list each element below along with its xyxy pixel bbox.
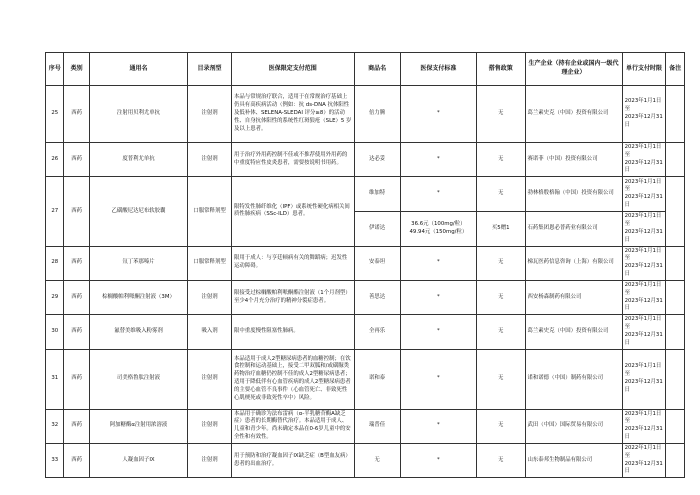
cell-remarks — [666, 443, 685, 477]
table-row — [46, 409, 685, 443]
period-end: 2023年12月31日 — [624, 331, 663, 346]
cell-brand-name: 倍力腾 — [354, 86, 400, 143]
cell-dosage-form: 注射剂 — [188, 143, 232, 177]
period-end: 2023年12月31日 — [624, 460, 663, 475]
cell-remarks — [666, 315, 685, 349]
cell-self-pay: 无 — [476, 86, 525, 143]
cell-restriction: 限特发性肺纤维化（IPF）或系统性硬化病相关间质性肺疾病（SSc-ILD）患者。 — [232, 177, 354, 246]
table-row — [46, 246, 685, 280]
cell-period — [622, 212, 666, 246]
cell-brand-name: 无 — [354, 443, 400, 477]
cell-generic-name: 度普利尤单抗 — [89, 143, 187, 177]
cell-generic-name: 阿加糖酶α注射用浓溶液 — [89, 409, 187, 443]
cell-remarks — [666, 143, 685, 177]
cell-remarks — [666, 409, 685, 443]
cell-generic-name: 注射用贝利尤单抗 — [89, 86, 187, 143]
period-end: 2023年12月31日 — [624, 114, 663, 128]
cell-period — [622, 349, 666, 409]
period-start: 2023年1月1日至 — [624, 98, 662, 113]
period-start: 2023年1月1日至 — [624, 281, 662, 296]
cell-manufacturer: 葛兰素史克（中国）投资有限公司 — [525, 86, 622, 143]
cell-seq: 25 — [46, 86, 64, 143]
cell-generic-name: 司美格鲁肽注射液 — [89, 349, 187, 409]
cell-self-pay: 无 — [476, 409, 525, 443]
cell-dosage-form: 注射剂 — [188, 86, 232, 143]
table-row — [46, 177, 685, 212]
cell-dosage-form: 吸入剂 — [188, 315, 232, 349]
cell-manufacturer: 诺和诺德（中国）制药有限公司 — [525, 349, 622, 409]
header-payment-standard: 医保支付标准 — [400, 53, 476, 86]
period-start: 2023年1月1日至 — [624, 213, 662, 228]
cell-period — [622, 280, 666, 314]
cell-brand-name: 维加特 — [354, 177, 400, 212]
cell-category: 西药 — [64, 443, 89, 477]
cell-period — [622, 246, 666, 280]
cell-category: 西药 — [64, 409, 89, 443]
header-manufacturer: 生产企业（持有企业或国内一级代理企业） — [525, 53, 622, 86]
cell-category: 西药 — [64, 143, 89, 177]
header-remarks: 备注 — [666, 53, 685, 86]
payment-standard-100mg: 36.6元（100mg/粒） — [411, 221, 466, 228]
period-end: 2023年12月31日 — [624, 159, 663, 174]
period-start: 2023年1月1日至 — [624, 316, 662, 331]
cell-restriction: 限中重度慢性阻塞性肺病。 — [232, 315, 354, 349]
period-end: 2023年12月31日 — [624, 194, 663, 209]
period-end: 2023年12月31日 — [624, 379, 663, 393]
payment-standard-150mg: 49.94元（150mg/粒） — [409, 228, 468, 235]
cell-restriction: 用于预防和治疗凝血因子IX缺乏症（B型血友病）患者的出血治疗。 — [232, 443, 354, 477]
cell-restriction: 本品适用于成人2型糖尿病患者的血糖控制；在饮食控制和运动基础上，接受二甲双胍和/或磺脲类药物治疗血糖仍控制不佳的成人2型糖尿病患者；适用于降低伴有心血管疾病的成人2型糖尿病患者的主要心血管不良事件（心血管死亡、非致死性心肌梗死或非致死性卒中）风险。 — [232, 349, 354, 409]
cell-brand-name: 安泰坦 — [354, 246, 400, 280]
header-category: 类别 — [64, 53, 89, 86]
header-dosage-form: 目录剂型 — [188, 53, 232, 86]
cell-restriction: 用于治疗外用药控制不佳或不推荐使用外用药的中重度特应性皮炎患者，需要按说明书用药。 — [232, 143, 354, 177]
cell-restriction: 本品与常规治疗联合，适用于在常规治疗基础上仍具有高疾病活动（例如：抗 ds-DNA 抗体阳性及低补体、SELENA-SLEDAI 评分≥8）的活动性、自身抗体阳性的系统性红斑狼疮（SLE）5 岁及以上患者。 — [232, 86, 354, 143]
cell-manufacturer: 葛兰素史克（中国）投资有限公司 — [525, 315, 622, 349]
cell-period — [622, 315, 666, 349]
cell-dosage-form: 注射剂 — [188, 349, 232, 409]
drug-table-page — [45, 52, 685, 478]
cell-remarks — [666, 280, 685, 314]
cell-dosage-form: 口服常释剂型 — [188, 177, 232, 246]
cell-payment-standard — [400, 212, 476, 246]
cell-brand-name: 瑞普佳 — [354, 409, 400, 443]
cell-seq: 32 — [46, 409, 64, 443]
cell-self-pay: 无 — [476, 443, 525, 477]
cell-brand-name: 善思达 — [354, 280, 400, 314]
cell-period — [622, 86, 666, 143]
header-restriction: 医保限定支付范围 — [232, 53, 354, 86]
cell-brand-name: 伊诺达 — [354, 212, 400, 246]
cell-payment-standard: * — [400, 177, 476, 212]
cell-manufacturer: 西安杨森制药有限公司 — [525, 280, 622, 314]
cell-category: 西药 — [64, 280, 89, 314]
cell-brand-name: 全再乐 — [354, 315, 400, 349]
cell-period — [622, 177, 666, 212]
cell-dosage-form: 注射剂 — [188, 443, 232, 477]
cell-payment-standard: * — [400, 86, 476, 143]
cell-payment-standard: * — [400, 246, 476, 280]
cell-category: 西药 — [64, 246, 89, 280]
cell-category: 西药 — [64, 315, 89, 349]
cell-manufacturer: 武田（中国）国际贸易有限公司 — [525, 409, 622, 443]
table-row — [46, 86, 685, 143]
cell-brand-name: 诺和泰 — [354, 349, 400, 409]
cell-generic-name: 棕榈酸帕利哌酮注射液（3M） — [89, 280, 187, 314]
cell-self-pay: 无 — [476, 349, 525, 409]
cell-dosage-form: 口服常释剂型 — [188, 246, 232, 280]
cell-period — [622, 443, 666, 477]
period-start: 2023年1月1日至 — [624, 144, 662, 158]
cell-payment-standard: * — [400, 280, 476, 314]
period-start: 2023年1月1日至 — [624, 178, 662, 193]
cell-self-pay: 无 — [476, 177, 525, 212]
period-start: 2022年1月1日至 — [624, 444, 662, 459]
table-row — [46, 443, 685, 477]
cell-remarks — [666, 349, 685, 409]
header-brand-name: 商品名 — [354, 53, 400, 86]
period-end: 2023年12月31日 — [624, 228, 663, 243]
cell-generic-name: 乙磺酸尼达尼布软胶囊 — [89, 177, 187, 246]
cell-remarks — [666, 177, 685, 246]
period-end: 2023年12月31日 — [624, 263, 663, 278]
cell-manufacturer: 勃林格殷格翰（中国）投资有限公司 — [525, 177, 622, 212]
cell-manufacturer: 山东泰邦生物制品有限公司 — [525, 443, 622, 477]
cell-category: 西药 — [64, 349, 89, 409]
period-end: 2023年12月31日 — [624, 426, 663, 441]
cell-seq: 27 — [46, 177, 64, 246]
table-row — [46, 349, 685, 409]
cell-self-pay: 无 — [476, 143, 525, 177]
cell-self-pay: 买5赠1 — [476, 212, 525, 246]
cell-self-pay: 无 — [476, 280, 525, 314]
cell-seq: 30 — [46, 315, 64, 349]
table-row — [46, 280, 685, 314]
cell-restriction: 本品用于确诊为法布雷病（α-半乳糖苷酶A缺乏症）患者的长期酶替代治疗。本品适用于成人、儿童和青少年。尚未确定本品在0-6岁儿童中的安全性和有效性。 — [232, 409, 354, 443]
header-period: 单行支付时限 — [622, 53, 666, 86]
header-seq: 序号 — [46, 53, 64, 86]
cell-payment-standard: * — [400, 143, 476, 177]
cell-generic-name: 氘丁苯那嗪片 — [89, 246, 187, 280]
cell-category: 西药 — [64, 177, 89, 246]
cell-restriction: 限用于成人：与亨廷顿病有关的舞蹈病；迟发性运动障碍。 — [232, 246, 354, 280]
cell-category: 西药 — [64, 86, 89, 143]
cell-manufacturer: 石药集团恩必普药业有限公司 — [525, 212, 622, 246]
header-self-pay-ratio: 搭售政策 — [476, 53, 525, 86]
cell-seq: 31 — [46, 349, 64, 409]
table-row — [46, 315, 685, 349]
drug-catalog-table — [45, 52, 685, 478]
cell-seq: 33 — [46, 443, 64, 477]
cell-period — [622, 409, 666, 443]
cell-manufacturer: 梯瓦医药信息咨询（上海）有限公司 — [525, 246, 622, 280]
cell-period — [622, 143, 666, 177]
table-header-row — [46, 53, 685, 86]
period-start: 2023年1月1日至 — [624, 247, 662, 262]
cell-manufacturer: 赛诺菲（中国）投资有限公司 — [525, 143, 622, 177]
cell-generic-name: 氟替美维吸入粉雾剂 — [89, 315, 187, 349]
cell-seq: 29 — [46, 280, 64, 314]
cell-brand-name: 达必妥 — [354, 143, 400, 177]
cell-payment-standard: * — [400, 315, 476, 349]
cell-remarks — [666, 246, 685, 280]
period-end: 2023年12月31日 — [624, 297, 663, 312]
cell-remarks — [666, 86, 685, 143]
cell-payment-standard: * — [400, 409, 476, 443]
cell-dosage-form: 注射剂 — [188, 280, 232, 314]
table-row — [46, 143, 685, 177]
cell-restriction: 限接受过棕榈酸帕利哌酮酯注射液（1个月剂型）至少4个月充分治疗的精神分裂症患者。 — [232, 280, 354, 314]
header-generic-name: 通用名 — [89, 53, 187, 86]
cell-seq: 26 — [46, 143, 64, 177]
cell-payment-standard: * — [400, 443, 476, 477]
period-start: 2023年1月1日至 — [624, 363, 662, 378]
cell-dosage-form: 注射剂 — [188, 409, 232, 443]
cell-payment-standard: * — [400, 349, 476, 409]
cell-generic-name: 人凝血因子IX — [89, 443, 187, 477]
cell-self-pay: 无 — [476, 315, 525, 349]
cell-seq: 28 — [46, 246, 64, 280]
cell-self-pay: 无 — [476, 246, 525, 280]
period-start: 2023年1月1日至 — [624, 410, 662, 425]
